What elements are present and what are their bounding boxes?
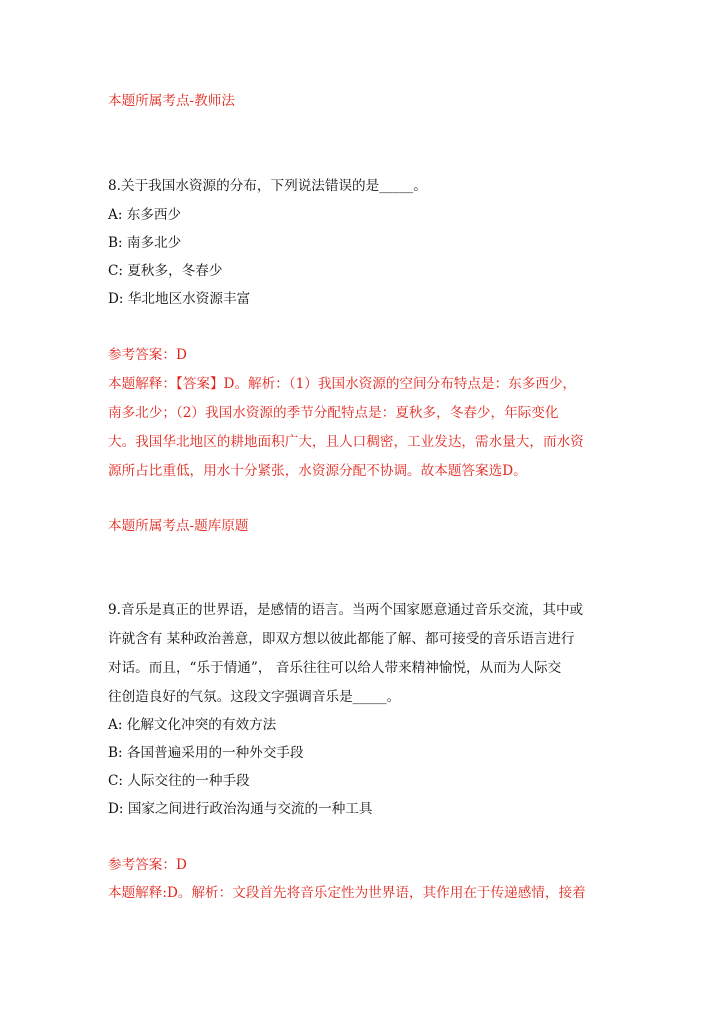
q9-option-b (108, 744, 304, 762)
option-key: D: (108, 801, 124, 817)
q8-explanation-line: 大。我国华北地区的耕地面积广大，且人口稠密，工业发达，需水量大，而水资 (108, 434, 584, 450)
option-text: 各国普遍采用的一种外交手段 (126, 745, 304, 761)
kaodian-label-1: 本题所属考点-教师法 (108, 93, 235, 109)
option-text: 东多西少 (126, 207, 182, 223)
option-text: 国家之间进行政治沟通与交流的一种工具 (127, 801, 373, 817)
q9-option-a (108, 716, 276, 734)
q8-option-a (108, 206, 181, 224)
q9-option-d (108, 800, 373, 818)
option-text: 南多北少 (126, 235, 182, 251)
option-text: 化解文化冲突的有效方法 (126, 717, 277, 733)
q9-answer: 参考答案：D (108, 857, 187, 873)
option-key: D: (108, 291, 124, 307)
question-9-stem-line: 9.音乐是真正的世界语，是感情的语言。当两个国家愿意通过音乐交流，其中或 (108, 602, 584, 618)
option-text: 华北地区水资源丰富 (127, 291, 251, 307)
q8-option-b (108, 234, 181, 252)
q8-option-d (108, 290, 250, 308)
q8-explanation-line: 南多北少；（2）我国水资源的季节分配特点是：夏秋多，冬春少，年际变化 (108, 405, 559, 421)
option-text: 夏秋多，冬春少 (127, 263, 223, 279)
option-key: C: (108, 773, 123, 789)
question-9-stem-line: 许就含有 某种政治善意，即双方想以彼此都能了解、都可接受的音乐语言进行 (108, 631, 575, 647)
option-key: A: (108, 207, 123, 223)
q9-option-c (108, 772, 250, 790)
option-key: C: (108, 263, 123, 279)
question-9-stem-line: 往创造良好的气氛。这段文字强调音乐是_____。 (108, 689, 401, 705)
q8-option-c (108, 262, 222, 280)
kaodian-label-2: 本题所属考点-题库原题 (108, 518, 249, 534)
q8-explanation-line: 源所占比重低，用水十分紧张，水资源分配不协调。故本题答案选D。 (108, 463, 527, 479)
option-key: B: (108, 745, 123, 761)
q8-answer: 参考答案：D (108, 347, 187, 363)
option-text: 人际交往的一种手段 (127, 773, 250, 789)
option-key: A: (108, 717, 123, 733)
question-8-stem: 8.关于我国水资源的分布，下列说法错误的是_____。 (108, 178, 427, 194)
q9-explanation-line: 本题解释:D。解析：文段首先将音乐定性为世界语，其作用在于传递感情，接着 (108, 885, 586, 901)
option-key: B: (108, 235, 123, 251)
question-9-stem-line: 对话。而且，“乐于情通”， 音乐往往可以给人带来精神愉悦，从而为人际交 (108, 660, 562, 676)
q8-explanation-line: 本题解释：【答案】D。解析：（1）我国水资源的空间分布特点是：东多西少， (108, 376, 577, 392)
